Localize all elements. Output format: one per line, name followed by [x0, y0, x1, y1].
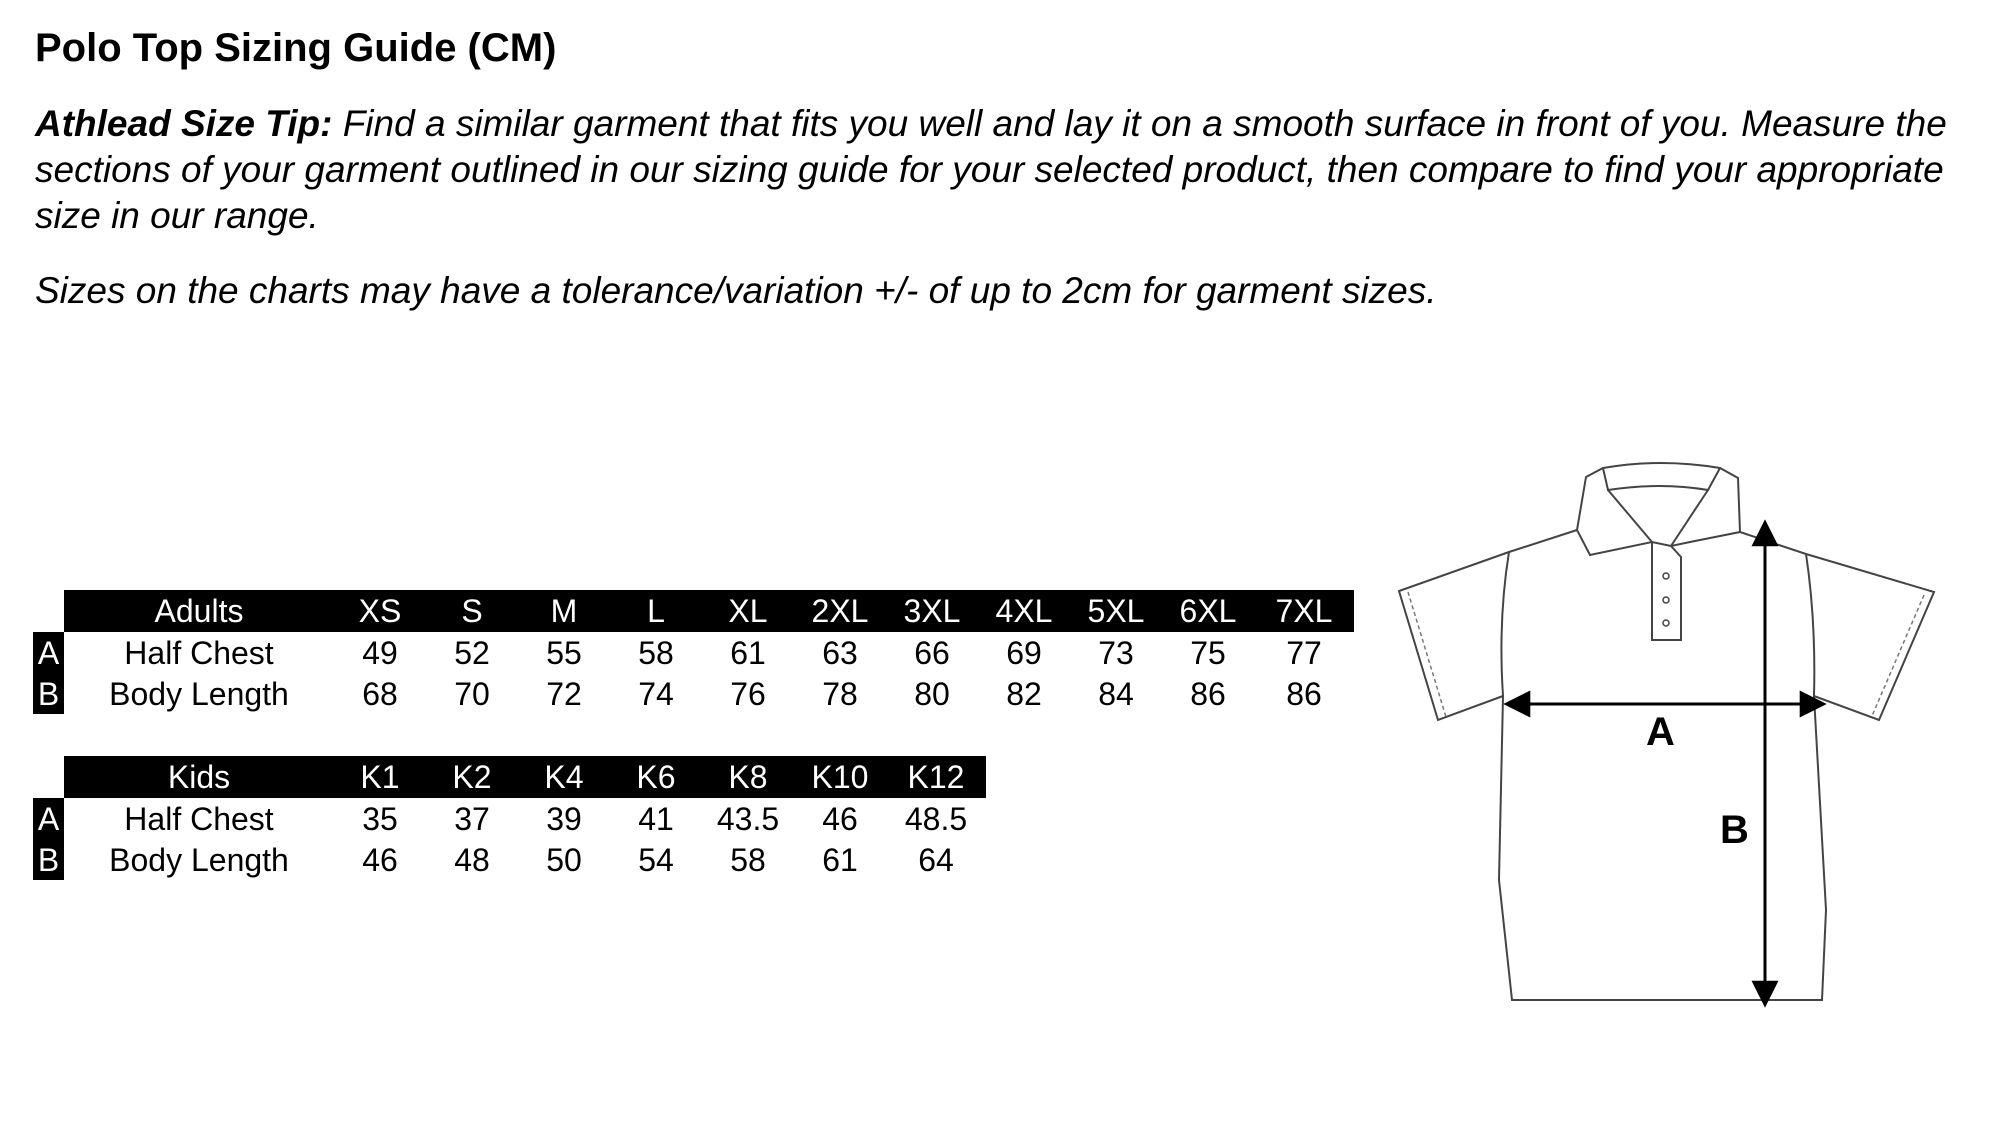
polo-body-outline — [1399, 530, 1934, 1000]
kids-size-k8: K8 — [702, 756, 794, 798]
kids-half-chest-value: 39 — [546, 800, 582, 837]
kids-size-k1: K1 — [334, 756, 426, 798]
kids-body-length-value: 50 — [546, 841, 582, 878]
kids-header-row — [33, 756, 986, 798]
measure-label-b: B — [1720, 808, 1749, 852]
adults-size-5xl: 5XL — [1070, 590, 1162, 632]
adults-body-length-value: 70 — [454, 675, 490, 712]
kids-body-length-value: 58 — [730, 841, 766, 878]
adults-body-length-value: 78 — [822, 675, 858, 712]
adults-body-length-value: 86 — [1286, 675, 1322, 712]
kids-half-chest-row — [33, 798, 986, 839]
kids-half-chest-value: 41 — [638, 800, 674, 837]
row-label-half-chest: Half Chest — [124, 634, 274, 671]
row-letter-b: B — [33, 673, 64, 714]
adults-half-chest-value: 52 — [454, 634, 490, 671]
size-tip-text: Find a similar garment that fits you well and lay it on a smooth surface in front of you. Measure the sections of your garment outlined in our sizing guide for your selected product, then compare to find your appropriate size in our range. — [35, 103, 1947, 236]
kids-half-chest-value: 46 — [822, 800, 858, 837]
adults-body-length-value: 76 — [730, 675, 766, 712]
kids-half-chest-value: 37 — [454, 800, 490, 837]
adults-size-xs: XS — [334, 590, 426, 632]
kids-half-chest-value: 35 — [362, 800, 398, 837]
row-label-body-length: Body Length — [109, 675, 289, 712]
adults-header-spacer — [33, 590, 64, 632]
adults-size-7xl: 7XL — [1254, 590, 1354, 632]
kids-size-k6: K6 — [610, 756, 702, 798]
adults-body-length-value: 72 — [546, 675, 582, 712]
kids-body-length-value: 54 — [638, 841, 674, 878]
adults-half-chest-value: 63 — [822, 634, 858, 671]
adults-half-chest-value: 58 — [638, 634, 674, 671]
measure-label-a: A — [1646, 710, 1675, 754]
kids-half-chest-value: 48.5 — [904, 800, 968, 837]
adults-half-chest-value: 61 — [730, 634, 766, 671]
adults-size-3xl: 3XL — [886, 590, 978, 632]
adults-size-m: M — [518, 590, 610, 632]
adults-size-l: L — [610, 590, 702, 632]
kids-size-k12: K12 — [886, 756, 986, 798]
adults-size-table — [33, 590, 1354, 714]
row-letter-a: A — [33, 632, 64, 673]
adults-size-6xl: 6XL — [1162, 590, 1254, 632]
size-tip — [35, 101, 1965, 239]
adults-half-chest-value: 55 — [546, 634, 582, 671]
row-letter-b: B — [33, 839, 64, 880]
adults-half-chest-value: 49 — [362, 634, 398, 671]
adults-body-length-value: 80 — [914, 675, 950, 712]
kids-header-spacer — [33, 756, 64, 798]
row-label-body-length: Body Length — [109, 841, 289, 878]
kids-size-table — [33, 756, 986, 880]
adults-size-4xl: 4XL — [978, 590, 1070, 632]
adults-size-2xl: 2XL — [794, 590, 886, 632]
adults-half-chest-value: 69 — [1006, 634, 1042, 671]
tolerance-note: Sizes on the charts may have a tolerance/variation +/- of up to 2cm for garment sizes. — [35, 270, 1437, 311]
adults-half-chest-value: 75 — [1190, 634, 1226, 671]
adults-body-length-row — [33, 673, 1354, 714]
adults-half-chest-value: 77 — [1286, 634, 1322, 671]
adults-body-length-value: 86 — [1190, 675, 1226, 712]
kids-body-length-value: 48 — [454, 841, 490, 878]
adults-body-length-value: 68 — [362, 675, 398, 712]
row-label-half-chest: Half Chest — [124, 800, 274, 837]
kids-body-length-value: 64 — [918, 841, 954, 878]
adults-size-xl: XL — [702, 590, 794, 632]
adults-half-chest-value: 73 — [1098, 634, 1134, 671]
adults-heading: Adults — [64, 590, 334, 632]
adults-half-chest-row — [33, 632, 1354, 673]
kids-size-k4: K4 — [518, 756, 610, 798]
kids-body-length-row — [33, 839, 986, 880]
adults-header-row — [33, 590, 1354, 632]
adults-size-s: S — [426, 590, 518, 632]
kids-size-k2: K2 — [426, 756, 518, 798]
adults-body-length-value: 82 — [1006, 675, 1042, 712]
kids-size-k10: K10 — [794, 756, 886, 798]
adults-body-length-value: 84 — [1098, 675, 1134, 712]
size-tip-label: Athlead Size Tip: — [35, 103, 333, 144]
row-letter-a: A — [33, 798, 64, 839]
kids-body-length-value: 61 — [822, 841, 858, 878]
kids-heading: Kids — [64, 756, 334, 798]
adults-half-chest-value: 66 — [914, 634, 950, 671]
adults-body-length-value: 74 — [638, 675, 674, 712]
page-title: Polo Top Sizing Guide (CM) — [35, 26, 557, 70]
kids-half-chest-value: 43.5 — [716, 800, 780, 837]
kids-body-length-value: 46 — [362, 841, 398, 878]
